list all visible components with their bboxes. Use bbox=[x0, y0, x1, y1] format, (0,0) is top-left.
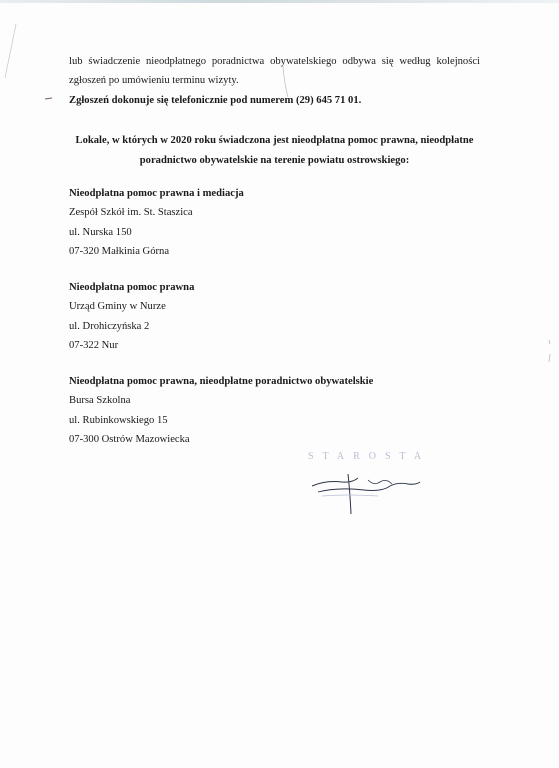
paragraph-line-1: lub świadczenie nieodpłatnego poradnictwa obywatelskiego odbywa się według kolejności bbox=[69, 56, 480, 67]
phone-notice: Zgłoszeń dokonuje się telefonicznie pod numerem (29) 645 71 01. bbox=[69, 95, 362, 106]
location-2-name: Urząd Gminy w Nurze bbox=[69, 301, 166, 312]
signature-mark bbox=[308, 466, 426, 518]
location-2-street: ul. Drohiczyńska 2 bbox=[69, 321, 150, 332]
scan-top-edge bbox=[0, 0, 559, 3]
paragraph-line-2: zgłoszeń po umówieniu terminu wizyty. bbox=[69, 75, 239, 86]
locations-heading-line-1: Lokale, w których w 2020 roku świadczona jest nieodpłatna pomoc prawna, nieodpłatne bbox=[75, 135, 474, 146]
location-3-city: 07-300 Ostrów Mazowiecka bbox=[69, 434, 190, 445]
location-3-street: ul. Rubinkowskiego 15 bbox=[69, 415, 168, 426]
location-1-type: Nieodpłatna pomoc prawna i mediacja bbox=[69, 188, 244, 199]
scan-artifact-right bbox=[546, 338, 554, 368]
margin-dash bbox=[44, 96, 54, 102]
scan-artifact-left bbox=[2, 22, 18, 82]
location-2-type: Nieodpłatna pomoc prawna bbox=[69, 282, 195, 293]
starosta-stamp: STAROSTA bbox=[308, 451, 431, 462]
location-1-name: Zespół Szkół im. St. Staszica bbox=[69, 207, 193, 218]
location-2-city: 07-322 Nur bbox=[69, 340, 119, 351]
location-3-type: Nieodpłatna pomoc prawna, nieodpłatne poradnictwo obywatelskie bbox=[69, 376, 374, 387]
location-3-name: Bursa Szkolna bbox=[69, 395, 131, 406]
location-1-street: ul. Nurska 150 bbox=[69, 227, 132, 238]
location-1-city: 07-320 Małkinia Górna bbox=[69, 246, 170, 257]
locations-heading-line-2: poradnictwo obywatelskie na terenie powiatu ostrowskiego: bbox=[139, 155, 410, 166]
